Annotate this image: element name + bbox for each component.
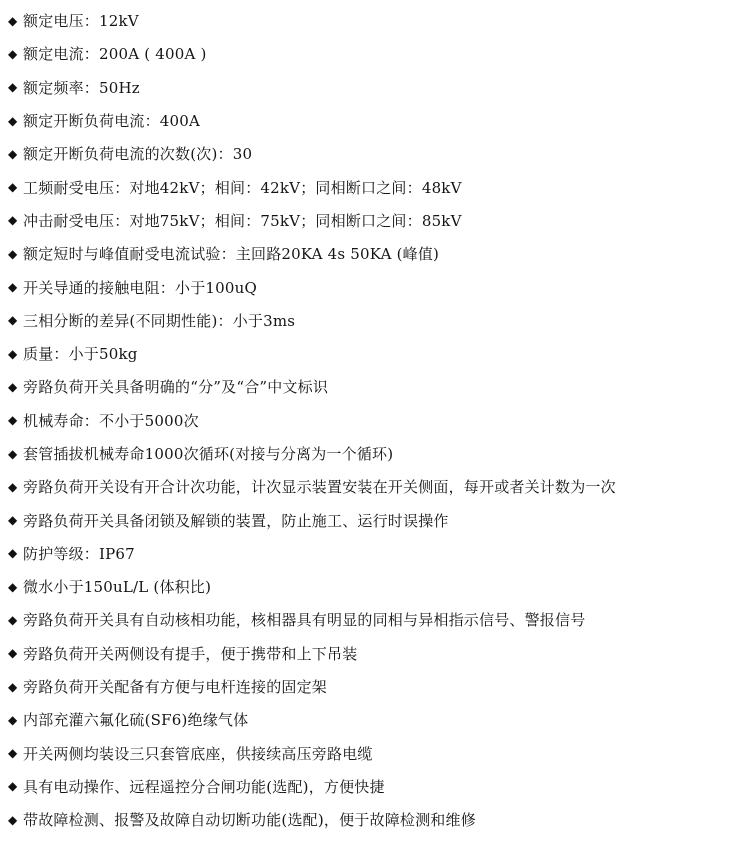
diamond-bullet-icon: ◆ xyxy=(8,379,18,394)
diamond-bullet-icon: ◆ xyxy=(8,180,18,195)
spec-text: 旁路负荷开关设有开合计次功能，计次显示装置安装在开关侧面，每开或者关计数为一次 xyxy=(23,478,616,497)
diamond-bullet-icon: ◆ xyxy=(8,446,18,461)
spec-item xyxy=(8,170,748,203)
diamond-bullet-icon: ◆ xyxy=(8,346,18,361)
diamond-bullet-icon: ◆ xyxy=(8,513,18,528)
spec-item xyxy=(8,503,748,536)
spec-item xyxy=(8,37,748,70)
diamond-bullet-icon: ◆ xyxy=(8,80,18,95)
spec-text: 机械寿命：不小于5000次 xyxy=(23,411,199,430)
spec-item xyxy=(8,703,748,736)
spec-item xyxy=(8,537,748,570)
diamond-bullet-icon: ◆ xyxy=(8,413,18,428)
spec-text: 具有电动操作、远程遥控分合闸功能(选配)，方便快捷 xyxy=(23,777,385,796)
diamond-bullet-icon: ◆ xyxy=(8,146,18,161)
spec-text: 旁路负荷开关具备闭锁及解锁的装置，防止施工、运行时误操作 xyxy=(23,511,449,530)
spec-item xyxy=(8,603,748,636)
spec-text: 额定电流：200A ( 400A ) xyxy=(23,45,207,64)
spec-item xyxy=(8,104,748,137)
spec-text: 旁路负荷开关具备明确的“分”及“合”中文标识 xyxy=(23,378,329,397)
spec-text: 带故障检测、报警及故障自动切断功能(选配)，便于故障检测和维修 xyxy=(23,811,476,830)
spec-item xyxy=(8,404,748,437)
spec-item xyxy=(8,737,748,770)
spec-item xyxy=(8,803,748,836)
spec-text: 冲击耐受电压：对地75kV；相间：75kV；同相断口之间：85kV xyxy=(23,211,462,230)
diamond-bullet-icon: ◆ xyxy=(8,479,18,494)
spec-item xyxy=(8,71,748,104)
spec-text: 质量：小于50kg xyxy=(23,345,138,364)
diamond-bullet-icon: ◆ xyxy=(8,46,18,61)
spec-item xyxy=(8,470,748,503)
spec-text: 旁路负荷开关具有自动核相功能，核相器具有明显的同相与异相指示信号、警报信号 xyxy=(23,611,586,630)
spec-item xyxy=(8,637,748,670)
diamond-bullet-icon: ◆ xyxy=(8,712,18,727)
spec-item xyxy=(8,370,748,403)
spec-item xyxy=(8,770,748,803)
spec-item xyxy=(8,670,748,703)
spec-list xyxy=(8,4,748,836)
spec-item xyxy=(8,4,748,37)
spec-item xyxy=(8,304,748,337)
spec-text: 微水小于150uL/L (体积比) xyxy=(23,578,212,597)
diamond-bullet-icon: ◆ xyxy=(8,646,18,661)
spec-item xyxy=(8,437,748,470)
spec-text: 额定频率：50Hz xyxy=(23,78,140,97)
spec-text: 额定短时与峰值耐受电流试验：主回路20KA 4s 50KA (峰值) xyxy=(23,245,440,264)
spec-text: 工频耐受电压：对地42kV；相间：42kV；同相断口之间：48kV xyxy=(23,178,462,197)
spec-item xyxy=(8,270,748,303)
spec-text: 额定电压：12kV xyxy=(23,12,139,31)
spec-text: 开关两侧均装设三只套管底座，供接续高压旁路电缆 xyxy=(23,744,373,763)
spec-item xyxy=(8,137,748,170)
diamond-bullet-icon: ◆ xyxy=(8,313,18,328)
spec-text: 额定开断负荷电流的次数(次)：30 xyxy=(23,145,253,164)
spec-text: 额定开断负荷电流：400A xyxy=(23,112,201,131)
spec-text: 开关导通的接触电阻：小于100uQ xyxy=(23,278,257,297)
spec-text: 旁路负荷开关配备有方便与电杆连接的固定架 xyxy=(23,678,328,697)
diamond-bullet-icon: ◆ xyxy=(8,679,18,694)
diamond-bullet-icon: ◆ xyxy=(8,746,18,761)
diamond-bullet-icon: ◆ xyxy=(8,812,18,827)
spec-text: 套管插拔机械寿命1000次循环(对接与分离为一个循环) xyxy=(23,445,394,463)
spec-item xyxy=(8,337,748,370)
spec-item xyxy=(8,204,748,237)
spec-item xyxy=(8,570,748,603)
diamond-bullet-icon: ◆ xyxy=(8,612,18,627)
diamond-bullet-icon: ◆ xyxy=(8,246,18,261)
spec-text: 防护等级：IP67 xyxy=(23,544,135,563)
spec-text: 旁路负荷开关两侧设有提手，便于携带和上下吊装 xyxy=(23,644,358,663)
diamond-bullet-icon: ◆ xyxy=(8,579,18,594)
diamond-bullet-icon: ◆ xyxy=(8,113,18,128)
diamond-bullet-icon: ◆ xyxy=(8,779,18,794)
spec-text: 内部充灌六氟化硫(SF6)绝缘气体 xyxy=(23,711,249,730)
diamond-bullet-icon: ◆ xyxy=(8,280,18,295)
spec-item xyxy=(8,237,748,270)
diamond-bullet-icon: ◆ xyxy=(8,13,18,28)
diamond-bullet-icon: ◆ xyxy=(8,213,18,228)
spec-text: 三相分断的差异(不同期性能)：小于3ms xyxy=(23,311,296,330)
diamond-bullet-icon: ◆ xyxy=(8,546,18,561)
